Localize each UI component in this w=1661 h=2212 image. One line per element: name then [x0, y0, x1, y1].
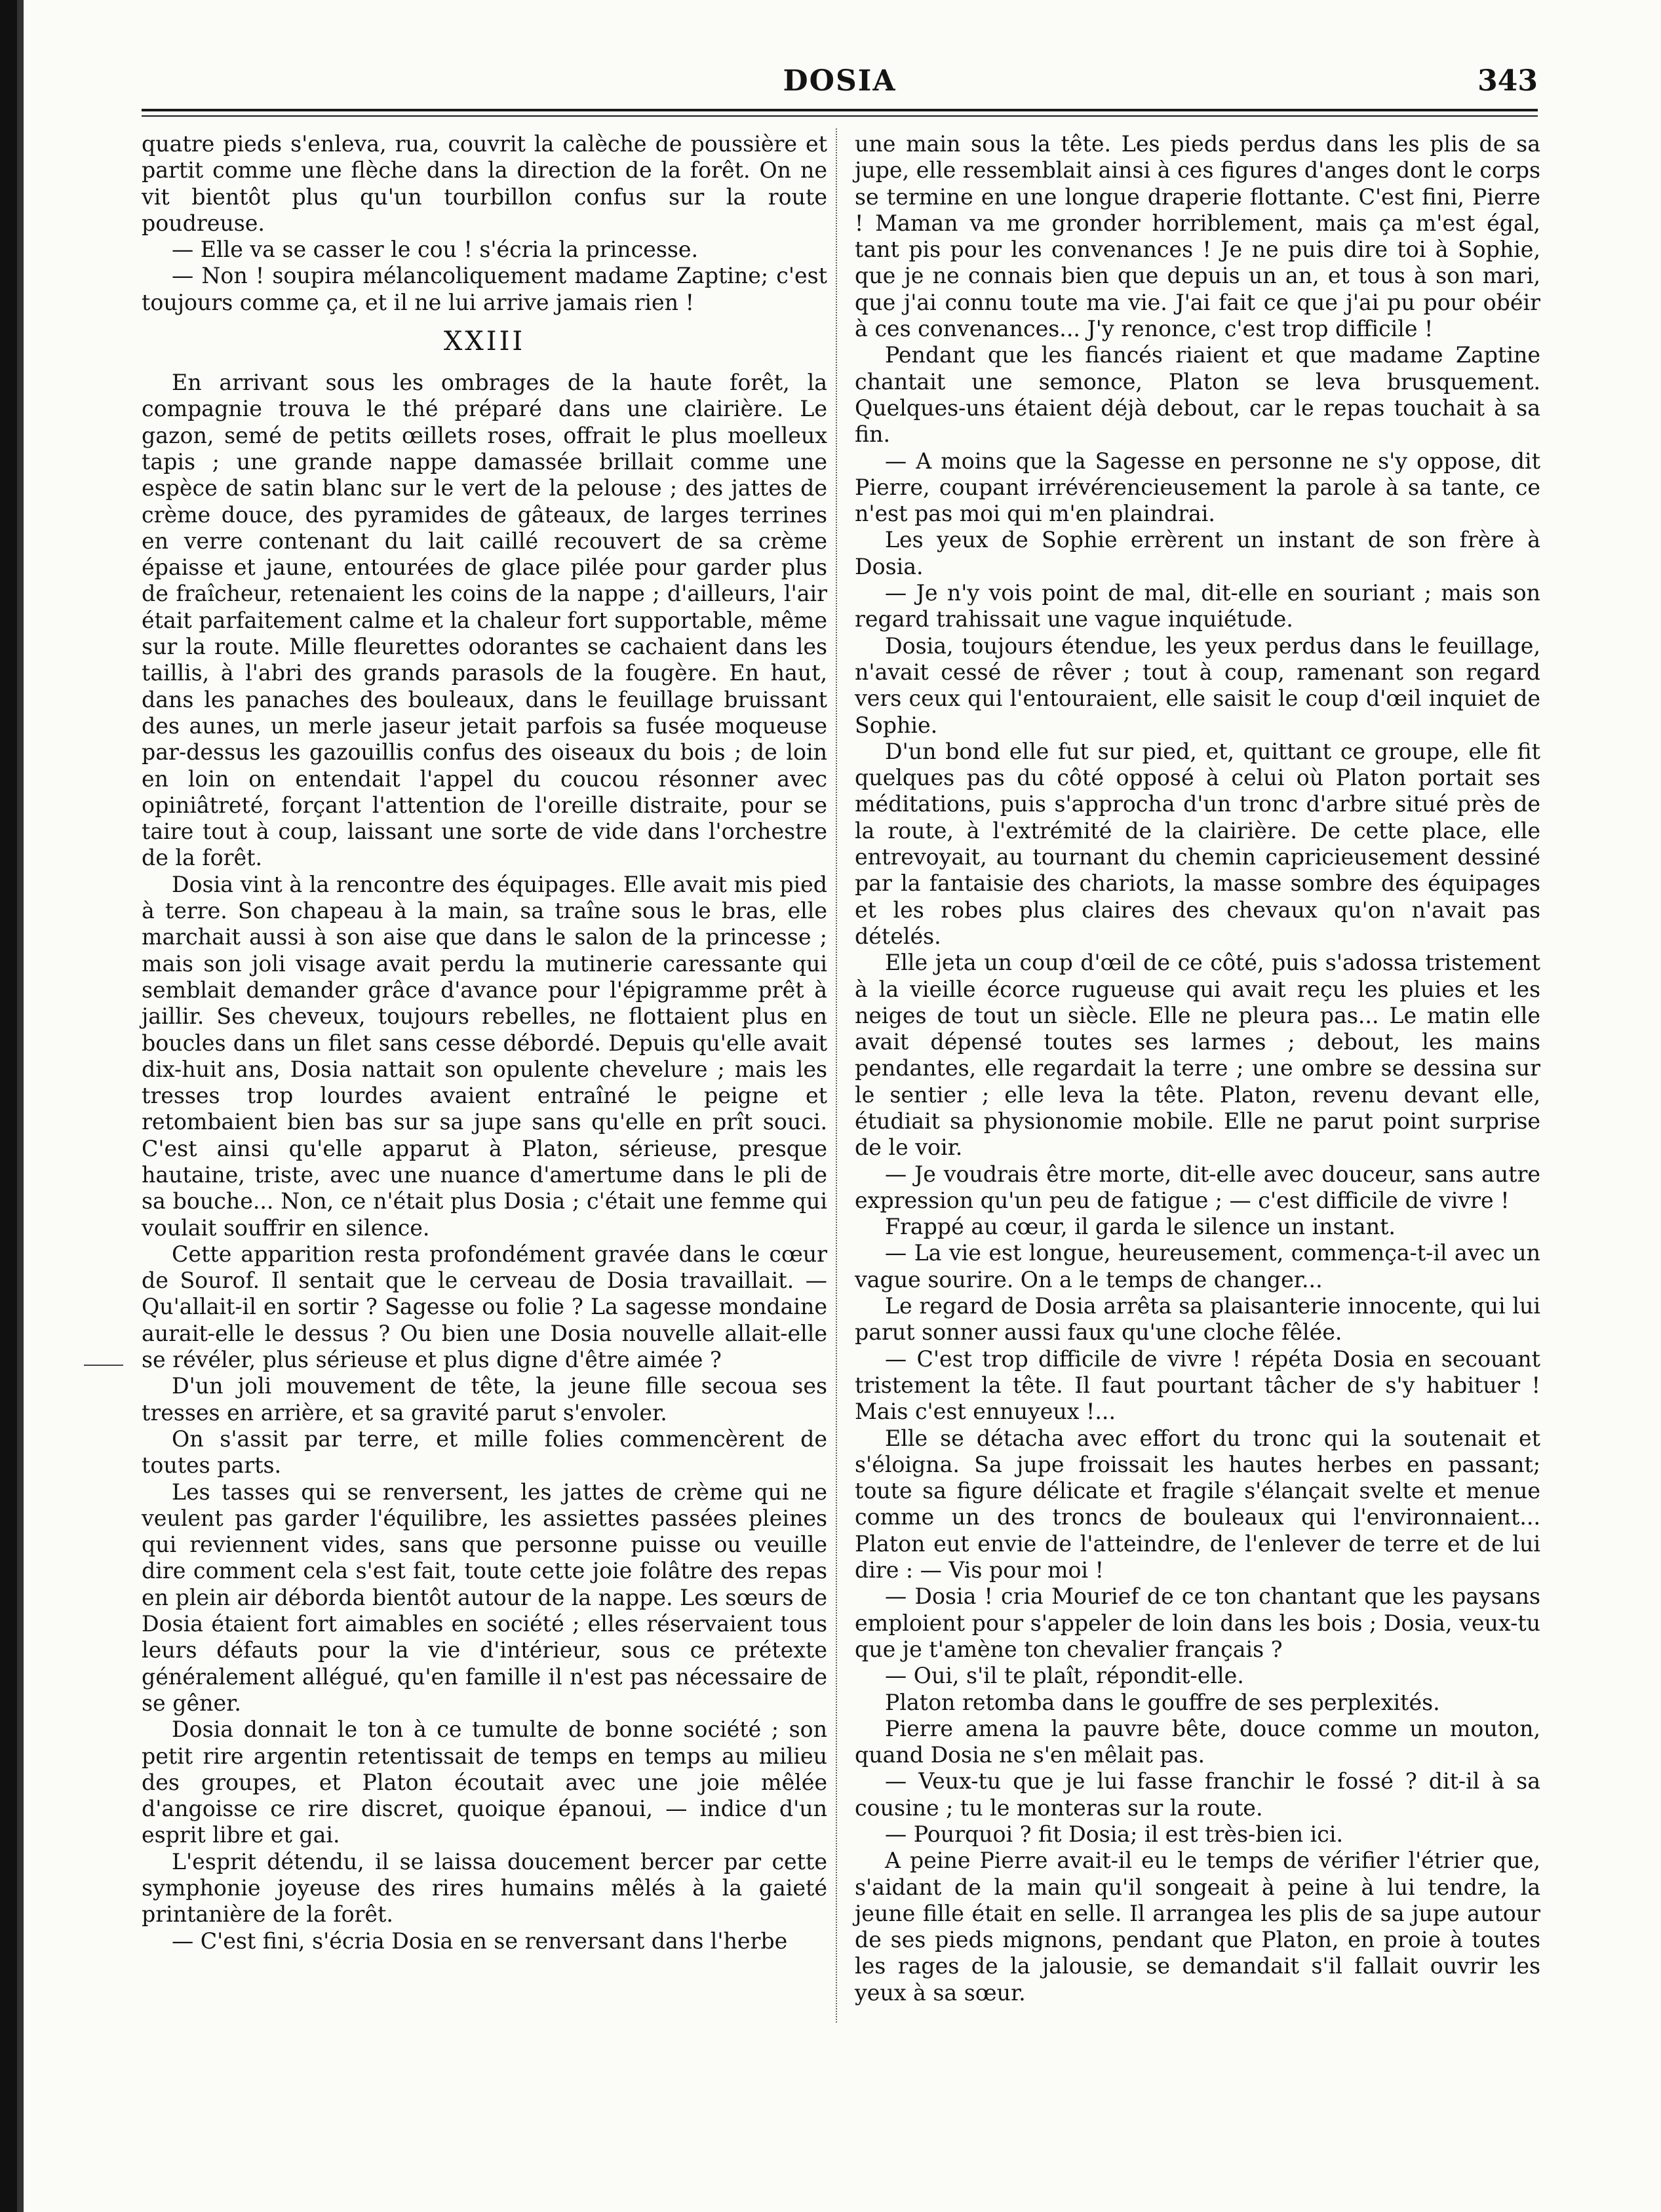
paragraph: Le regard de Dosia arrêta sa plaisanterie innocente, qui lui parut sonner aussi faux qu'une cloche fêlée.	[855, 1293, 1540, 1346]
paragraph: Dosia donnait le ton à ce tumulte de bonne société ; son petit rire argentin retentissait de temps en temps au milieu des groupes, et Platon écoutait avec une joie mêlée d'angoisse ce rire discret, quoique épanoui, — indice d'un esprit libre et gai.	[142, 1717, 827, 1848]
paragraph: D'un joli mouvement de tête, la jeune fille secoua ses tresses en arrière, et sa gravité parut s'envoler.	[142, 1373, 827, 1426]
paragraph: — A moins que la Sagesse en personne ne s'y oppose, dit Pierre, coupant irrévérencieusement la parole à sa tante, ce n'est pas moi qui m'en plaindrai.	[855, 448, 1540, 527]
right-column	[855, 131, 1540, 2006]
paragraph: — Veux-tu que je lui fasse franchir le fossé ? dit-il à sa cousine ; tu le monteras sur la route.	[855, 1768, 1540, 1821]
paragraph: Pendant que les fiancés riaient et que madame Zaptine chantait une semonce, Platon se leva brusquement. Quelques-uns étaient déjà debout, car le repas touchait à sa fin.	[855, 342, 1540, 448]
margin-mark	[84, 1365, 123, 1366]
page-header	[142, 64, 1538, 104]
paragraph: Elle se détacha avec effort du tronc qui la soutenait et s'éloigna. Sa jupe froissait les hautes herbes en passant; toute sa figure délicate et fragile s'élançait svelte et menue comme un des troncs de bouleaux qui l'environnaient... Platon eut envie de l'atteindre, de l'enlever de terre et de lui dire : — Vis pour moi !	[855, 1425, 1540, 1583]
paragraph: une main sous la tête. Les pieds perdus dans les plis de sa jupe, elle ressemblait ainsi à ces figures d'anges dont le corps se termine en une longue draperie flottante. C'est fini, Pierre ! Maman va me gronder horriblement, mais ça m'est égal, tant pis pour les convenances ! Je ne puis dire toi à Sophie, que je ne connais bien que depuis un an, et tous à son mari, que j'ai connu toute ma vie. J'ai fait ce que j'ai pu pour obéir à ces convenances... J'y renonce, c'est trop difficile !	[855, 131, 1540, 342]
paragraph: On s'assit par terre, et mille folies commencèrent de toutes parts.	[142, 1426, 827, 1479]
binding-shadow	[0, 0, 17, 2212]
paragraph: Les tasses qui se renversent, les jattes de crème qui ne veulent pas garder l'équilibre, les assiettes passées pleines qui reviennent vides, sans que personne puisse ou veuille dire comment cela s'est fait, toute cette joie folâtre des repas en plein air déborda bientôt autour de la nappe. Les sœurs de Dosia étaient fort aimables en société ; elles réservaient tous leurs défauts pour la vie d'intérieur, sous ce prétexte généralement allégué, qu'en famille il n'est pas nécessaire de se gêner.	[142, 1479, 827, 1716]
paragraph: En arrivant sous les ombrages de la haute forêt, la compagnie trouva le thé préparé dans une clairière. Le gazon, semé de petits œillets roses, offrait le plus moelleux tapis ; une grande nappe damassée brillait comme une espèce de satin blanc sur le vert de la pelouse ; des jattes de crème douce, des pyramides de gâteaux, de larges terrines en verre contenant du lait caillé recouvert de sa crème épaisse et jaune, entourées de glace pilée pour garder plus de fraîcheur, retenaient les coins de la nappe ; d'ailleurs, l'air était parfaitement calme et la chaleur fort supportable, même sur la route. Mille fleurettes odorantes se cachaient dans les taillis, à l'abri des grands parasols de la fougère. En haut, dans les panaches des bouleaux, dans le feuillage bruissant des aunes, un merle jaseur jetait parfois sa fusée moqueuse par-dessus les gazouillis confus des oiseaux du bois ; de loin en loin on entendait l'appel du coucou résonner avec opiniâtreté, forçant l'attention de l'oreille distraite, pour se taire tout à coup, laissant une sorte de vide dans l'orchestre de la forêt.	[142, 370, 827, 871]
paragraph: Elle jeta un coup d'œil de ce côté, puis s'adossa tristement à la vieille écorce rugueuse qui avait reçu les pluies et les neiges de tout un siècle. Elle ne pleura pas... Le matin elle avait dépensé toutes ses larmes ; debout, les mains pendantes, elle regardait la terre ; une ombre se dessina sur le sentier ; elle leva la tête. Platon, revenu devant elle, étudiait sa physionomie mobile. Elle ne parut point surprise de le voir.	[855, 950, 1540, 1161]
binding-edge	[17, 0, 24, 2212]
paragraph: — Elle va se casser le cou ! s'écria la princesse.	[172, 237, 699, 263]
paragraph: quatre pieds s'enleva, rua, couvrit la calèche de poussière et partit comme une flèche dans la direction de la forêt. On ne vit bientôt plus qu'un tourbillon confus sur la route poudreuse.	[142, 131, 827, 236]
paragraph: Dosia vint à la rencontre des équipages. Elle avait mis pied à terre. Son chapeau à la main, sa traîne sous le bras, elle marchait aussi à son aise que dans le salon de la princesse ; mais son joli visage avait perdu la mutinerie caressante qui semblait demander grâce d'avance pour l'épigramme prêt à jaillir. Ses cheveux, toujours rebelles, ne flottaient plus en boucles dans un filet sans cesse débordé. Depuis qu'elle avait dix-huit ans, Dosia nattait son opulente chevelure ; mais les tresses trop lourdes avaient entraîné le peigne et retombaient bien bas sur sa jupe sans qu'elle en prît souci. C'est ainsi qu'elle apparut à Platon, sérieuse, presque hautaine, triste, avec une nuance d'amertume dans le pli de sa bouche... Non, ce n'était plus Dosia ; c'était une femme qui voulait souffrir en silence.	[142, 871, 827, 1241]
paragraph: Frappé au cœur, il garda le silence un instant.	[885, 1214, 1396, 1240]
paragraph: A peine Pierre avait-il eu le temps de vérifier l'étrier que, s'aidant de la main qu'il songeait à peine à lui tendre, la jeune fille était en selle. Il arrangea les plis de sa jupe autour de ses pieds mignons, pendant que Platon, en proie à toutes les rages de la jalousie, se demandait s'il fallait ouvrir les yeux à sa sœur.	[855, 1848, 1540, 2006]
paragraph: Dosia, toujours étendue, les yeux perdus dans le feuillage, n'avait cessé de rêver ; tout à coup, ramenant son regard vers ceux qui l'entouraient, elle saisit le coup d'œil inquiet de Sophie.	[855, 632, 1540, 738]
paragraph: — Dosia ! cria Mourief de ce ton chantant que les paysans emploient pour s'appeler de loin dans les bois ; Dosia, veux-tu que je t'amène ton chevalier français ?	[855, 1583, 1540, 1662]
paragraph: Cette apparition resta profondément gravée dans le cœur de Sourof. Il sentait que le cerveau de Dosia travaillait. — Qu'allait-il en sortir ? Sagesse ou folie ? La sagesse mondaine aurait-elle le dessus ? Ou bien une Dosia nouvelle allait-elle se révéler, plus sérieuse et plus digne d'être aimée ?	[142, 1241, 827, 1373]
header-rule	[142, 109, 1538, 111]
paragraph: — Je voudrais être morte, dit-elle avec douceur, sans autre expression qu'un peu de fatigue ; — c'est difficile de vivre !	[855, 1161, 1540, 1213]
paragraph: — Pourquoi ? fit Dosia; il est très-bien ici.	[885, 1821, 1344, 1847]
paragraph: — Je n'y vois point de mal, dit-elle en souriant ; mais son regard trahissait une vague inquiétude.	[855, 580, 1540, 632]
paragraph: — C'est trop difficile de vivre ! répéta Dosia en secouant tristement la tête. Il faut pourtant tâcher de s'y habituer ! Mais c'est ennuyeux !...	[855, 1346, 1540, 1425]
paragraph: — Oui, s'il te plaît, répondit-elle.	[885, 1663, 1244, 1689]
running-title: DOSIA	[783, 64, 897, 98]
paragraph: Platon retomba dans le gouffre de ses perplexités.	[885, 1689, 1440, 1715]
paragraph: L'esprit détendu, il se laissa doucement bercer par cette symphonie joyeuse des rires humains mêlés à la gaieté printanière de la forêt.	[142, 1848, 827, 1928]
paragraph: D'un bond elle fut sur pied, et, quittant ce groupe, elle fit quelques pas du côté opposé à celui où Platon portait ses méditations, puis s'approcha d'un tronc d'arbre situé près de la route, à l'extrémité de la clairière. De cette place, elle entrevoyait, au tournant du chemin capricieusement dessiné par la fantaisie des chariots, la masse sombre des équipages et les robes plus claires des chevaux qu'on n'avait pas dételés.	[855, 738, 1540, 949]
page-number: 343	[1477, 64, 1538, 98]
paragraph: — C'est fini, s'écria Dosia en se renversant dans l'herbe	[172, 1928, 788, 1954]
chapter-heading: XXIII	[443, 326, 526, 357]
paragraph: Pierre amena la pauvre bête, douce comme un mouton, quand Dosia ne s'en mêlait pas.	[855, 1715, 1540, 1768]
paragraph: Les yeux de Sophie errèrent un instant de son frère à Dosia.	[855, 527, 1540, 579]
paragraph: — Non ! soupira mélancoliquement madame Zaptine; c'est toujours comme ça, et il ne lui arrive jamais rien !	[142, 263, 827, 315]
left-column	[142, 131, 827, 1954]
header-rule-thin	[142, 115, 1538, 117]
paragraph: — La vie est longue, heureusement, commença-t-il avec un vague sourire. On a le temps de changer...	[855, 1240, 1540, 1292]
column-divider	[836, 128, 837, 2023]
